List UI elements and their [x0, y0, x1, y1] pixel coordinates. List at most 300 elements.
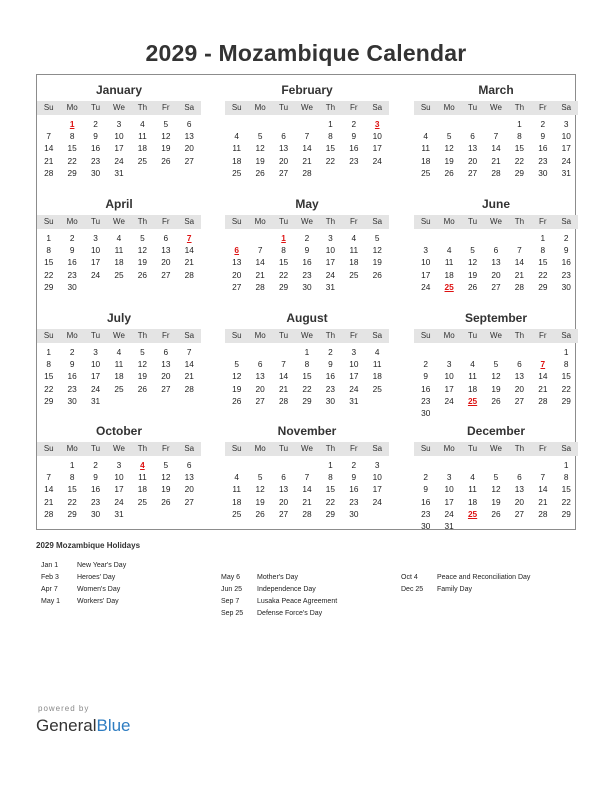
weekday-label: Tu: [279, 217, 289, 226]
day-cell: 6: [186, 460, 192, 470]
weekday-label: Th: [137, 103, 148, 112]
day-cell: 23: [325, 383, 336, 394]
day-cell: 4: [470, 359, 475, 370]
month-name: March: [478, 83, 514, 97]
day-cell: 18: [421, 155, 431, 166]
day-cell: 29: [44, 395, 54, 406]
empty-cell: [484, 346, 507, 358]
days-grid: [37, 459, 201, 520]
empty-cell: [295, 118, 318, 130]
day-cell: 4: [140, 119, 145, 129]
holiday-name: Defense Force's Day: [257, 610, 323, 617]
day-cell: 21: [302, 155, 312, 166]
holiday-name: New Year's Day: [77, 562, 127, 569]
day-cell: 4: [374, 347, 380, 357]
day-cell: 19: [255, 155, 265, 166]
day-cell: 25: [114, 269, 124, 280]
day-cell: 6: [281, 472, 286, 483]
day-cell: 15: [514, 143, 525, 154]
empty-cell: [461, 346, 484, 358]
empty-cell: [461, 118, 484, 130]
day-cell: 8: [517, 131, 522, 142]
day-cell: 28: [184, 269, 194, 280]
day-cell: 22: [302, 383, 312, 394]
weekday-label: Sa: [372, 444, 383, 453]
day-cell: 21: [491, 155, 501, 166]
empty-cell: [437, 118, 460, 130]
days-grid: [225, 118, 389, 179]
day-cell: 13: [184, 131, 194, 142]
holiday-day-cell: 7: [186, 233, 192, 243]
empty-cell: [225, 118, 248, 130]
weekday-label: Th: [325, 444, 336, 453]
weekday-header: [414, 442, 578, 456]
day-cell: 27: [184, 496, 194, 507]
day-cell: 14: [538, 484, 548, 495]
day-cell: 22: [44, 269, 54, 280]
weekday-header: [37, 442, 201, 456]
generalblue-logo[interactable]: [36, 716, 131, 736]
day-cell: 10: [372, 131, 382, 142]
day-cell: 14: [491, 143, 501, 154]
day-cell: 16: [421, 496, 431, 507]
day-cell: 24: [372, 155, 382, 166]
day-cell: 18: [467, 383, 478, 394]
day-cell: 22: [561, 496, 571, 507]
weekday-label: Tu: [91, 331, 101, 340]
day-cell: 29: [67, 167, 77, 178]
day-cell: 21: [184, 257, 194, 268]
days-grid: [225, 346, 389, 407]
weekday-label: Th: [325, 217, 336, 226]
day-cell: 23: [67, 269, 77, 280]
day-cell: 15: [561, 484, 571, 495]
day-cell: 14: [514, 257, 525, 268]
empty-cell: [508, 346, 531, 358]
day-cell: 14: [538, 371, 548, 382]
weekday-label: Su: [231, 217, 242, 226]
weekday-label: We: [301, 331, 313, 340]
weekday-label: Sa: [184, 444, 195, 453]
weekday-label: Mo: [443, 331, 455, 340]
day-cell: 30: [421, 407, 431, 418]
day-cell: 18: [137, 484, 148, 495]
day-cell: 5: [470, 245, 475, 256]
day-cell: 28: [44, 167, 54, 178]
day-cell: 26: [372, 269, 382, 280]
day-cell: 28: [255, 281, 265, 292]
day-cell: 20: [491, 269, 501, 280]
month-name: November: [277, 424, 337, 438]
day-cell: 7: [257, 245, 263, 256]
day-cell: 29: [67, 508, 77, 519]
weekday-label: We: [301, 444, 313, 453]
empty-cell: [248, 459, 271, 471]
day-cell: 2: [69, 347, 75, 357]
day-cell: 24: [561, 155, 571, 166]
weekday-label: We: [490, 444, 502, 453]
day-cell: 13: [232, 257, 242, 268]
month-may: [225, 197, 389, 293]
day-cell: 30: [421, 520, 431, 531]
day-cell: 4: [116, 233, 122, 243]
day-cell: 24: [114, 155, 124, 166]
month-name: June: [481, 197, 510, 211]
month-name: May: [295, 197, 319, 211]
day-cell: 1: [517, 119, 522, 129]
day-cell: 6: [186, 119, 192, 129]
day-cell: 30: [67, 395, 77, 406]
day-cell: 28: [514, 281, 525, 292]
day-cell: 13: [184, 472, 194, 483]
day-cell: 21: [538, 383, 548, 394]
day-cell: 21: [302, 496, 312, 507]
day-cell: 1: [304, 347, 310, 357]
day-cell: 2: [69, 233, 75, 243]
day-cell: 2: [304, 233, 310, 243]
weekday-label: Su: [43, 331, 54, 340]
day-cell: 26: [137, 383, 148, 394]
day-cell: 29: [325, 508, 336, 519]
day-cell: 7: [186, 347, 192, 357]
day-cell: 21: [538, 496, 548, 507]
month-december: [414, 424, 578, 532]
day-cell: 12: [137, 359, 148, 370]
holiday-name: Independence Day: [257, 586, 316, 593]
holiday-date: Jun 25: [221, 586, 243, 593]
empty-cell: [225, 459, 248, 471]
day-cell: 11: [114, 245, 124, 256]
day-cell: 13: [161, 245, 171, 256]
holiday-item: [41, 560, 126, 572]
day-cell: 15: [325, 143, 336, 154]
day-cell: 12: [137, 245, 148, 256]
month-name: February: [281, 83, 333, 97]
day-cell: 18: [232, 155, 242, 166]
day-cell: 28: [184, 383, 194, 394]
weekday-label: Fr: [539, 103, 547, 112]
day-cell: 2: [93, 119, 98, 129]
day-cell: 12: [255, 484, 265, 495]
weekday-label: We: [301, 103, 313, 112]
day-cell: 21: [514, 269, 525, 280]
day-cell: 11: [421, 143, 431, 154]
weekday-label: Tu: [468, 444, 478, 453]
weekday-label: Sa: [561, 103, 572, 112]
day-cell: 26: [161, 496, 171, 507]
empty-cell: [37, 459, 60, 471]
holiday-item: [221, 596, 337, 608]
day-cell: 21: [44, 496, 54, 507]
weekday-label: Sa: [184, 103, 195, 112]
day-cell: 21: [255, 269, 265, 280]
weekday-label: Fr: [350, 444, 358, 453]
day-cell: 27: [232, 281, 242, 292]
day-cell: 19: [444, 155, 454, 166]
month-july: [37, 311, 201, 407]
day-cell: 14: [255, 257, 265, 268]
holiday-name: Heroes' Day: [77, 574, 116, 581]
day-cell: 15: [325, 484, 336, 495]
day-cell: 5: [493, 359, 499, 370]
day-cell: 18: [114, 257, 124, 268]
day-cell: 30: [561, 281, 571, 292]
day-cell: 27: [161, 383, 171, 394]
day-cell: 5: [493, 472, 499, 483]
day-cell: 11: [468, 371, 477, 382]
day-cell: 9: [93, 472, 98, 483]
day-cell: 7: [281, 359, 286, 370]
weekday-label: Sa: [561, 331, 572, 340]
day-cell: 16: [302, 257, 312, 268]
day-cell: 15: [44, 257, 54, 268]
day-cell: 29: [538, 281, 548, 292]
day-cell: 7: [493, 131, 499, 142]
day-cell: 3: [423, 245, 429, 256]
weekday-label: Mo: [443, 217, 455, 226]
weekday-label: Tu: [468, 331, 478, 340]
holiday-date: Apr 7: [41, 586, 58, 593]
day-cell: 20: [161, 371, 171, 382]
weekday-label: Tu: [279, 103, 289, 112]
day-cell: 10: [114, 472, 124, 483]
weekday-label: Th: [514, 444, 525, 453]
day-cell: 19: [232, 383, 242, 394]
day-cell: 31: [90, 395, 101, 406]
day-cell: 22: [325, 155, 336, 166]
day-cell: 17: [90, 257, 101, 268]
day-cell: 12: [372, 245, 382, 256]
day-cell: 31: [114, 508, 124, 519]
weekday-header: [37, 101, 201, 115]
days-grid: [225, 232, 389, 293]
holiday-day-cell: 1: [281, 233, 286, 243]
day-cell: 16: [421, 383, 431, 394]
day-cell: 15: [278, 257, 289, 268]
day-cell: 27: [184, 155, 194, 166]
holiday-item: [221, 608, 337, 620]
day-cell: 22: [44, 383, 54, 394]
month-february: [225, 83, 389, 179]
day-cell: 9: [93, 131, 98, 142]
day-cell: 17: [372, 143, 382, 154]
holiday-date: Jan 1: [41, 562, 59, 569]
empty-cell: [508, 459, 531, 471]
day-cell: 16: [67, 371, 77, 382]
day-cell: 10: [421, 257, 431, 268]
weekday-header: [414, 215, 578, 229]
day-cell: 1: [328, 119, 333, 129]
day-cell: 4: [234, 472, 240, 483]
day-cell: 25: [137, 155, 148, 166]
day-cell: 12: [491, 371, 501, 382]
empty-cell: [225, 346, 248, 358]
days-grid: [37, 118, 201, 179]
weekday-label: Mo: [66, 103, 78, 112]
weekday-label: Mo: [254, 444, 266, 453]
weekday-label: Su: [231, 331, 242, 340]
day-cell: 16: [349, 143, 359, 154]
day-cell: 31: [349, 395, 359, 406]
day-cell: 22: [561, 383, 571, 394]
day-cell: 7: [46, 131, 52, 142]
day-cell: 9: [69, 359, 75, 370]
day-cell: 25: [421, 167, 431, 178]
day-cell: 15: [67, 143, 77, 154]
weekday-label: Su: [43, 217, 54, 226]
day-cell: 29: [278, 281, 289, 292]
day-cell: 27: [278, 167, 289, 178]
day-cell: 18: [114, 371, 124, 382]
holiday-name: Peace and Reconciliation Day: [437, 574, 531, 581]
day-cell: 29: [561, 395, 571, 406]
weekday-label: Fr: [539, 444, 547, 453]
brand-part2: Blue: [96, 716, 131, 735]
day-cell: 31: [444, 520, 454, 531]
empty-cell: [248, 118, 271, 130]
day-cell: 2: [328, 347, 333, 357]
day-cell: 8: [328, 472, 333, 483]
day-cell: 19: [161, 484, 171, 495]
day-cell: 21: [44, 155, 54, 166]
weekday-header: [225, 329, 389, 343]
day-cell: 17: [90, 371, 101, 382]
day-cell: 13: [278, 143, 289, 154]
holiday-date: May 1: [41, 598, 61, 605]
empty-cell: [248, 232, 271, 244]
weekday-label: Sa: [372, 217, 383, 226]
day-cell: 17: [444, 496, 454, 507]
day-cell: 15: [561, 371, 571, 382]
holiday-item: [41, 596, 126, 608]
day-cell: 21: [184, 371, 194, 382]
holiday-item: [41, 572, 126, 584]
weekday-label: Fr: [539, 217, 547, 226]
day-cell: 6: [163, 233, 169, 243]
day-cell: 3: [93, 233, 98, 243]
day-cell: 1: [46, 233, 52, 243]
day-cell: 6: [257, 359, 263, 370]
day-cell: 31: [561, 167, 571, 178]
day-cell: 2: [540, 119, 546, 129]
day-cell: 18: [444, 269, 454, 280]
day-cell: 9: [540, 131, 546, 142]
day-cell: 19: [137, 371, 148, 382]
day-cell: 16: [561, 257, 571, 268]
day-cell: 7: [304, 472, 310, 483]
day-cell: 26: [255, 508, 265, 519]
day-cell: 13: [278, 484, 289, 495]
empty-cell: [414, 118, 437, 130]
day-cell: 24: [90, 269, 101, 280]
day-cell: 22: [67, 155, 77, 166]
day-cell: 31: [325, 281, 336, 292]
empty-cell: [531, 346, 554, 358]
holiday-name: Workers' Day: [77, 598, 119, 605]
day-cell: 22: [514, 155, 525, 166]
holiday-day-cell: 3: [374, 119, 380, 129]
day-cell: 14: [302, 484, 312, 495]
day-cell: 30: [349, 508, 359, 519]
day-cell: 15: [538, 257, 548, 268]
day-cell: 11: [114, 359, 124, 370]
day-cell: 9: [69, 245, 75, 256]
day-cell: 4: [423, 131, 429, 142]
days-grid: [414, 346, 578, 419]
day-cell: 14: [184, 359, 194, 370]
day-cell: 10: [372, 472, 382, 483]
day-cell: 28: [538, 508, 548, 519]
day-cell: 10: [90, 245, 101, 256]
day-cell: 5: [446, 131, 452, 142]
day-cell: 16: [90, 143, 101, 154]
day-cell: 28: [44, 508, 54, 519]
days-grid: [414, 459, 578, 532]
day-cell: 23: [90, 155, 101, 166]
day-cell: 30: [67, 281, 77, 292]
day-cell: 1: [46, 347, 52, 357]
day-cell: 27: [278, 508, 289, 519]
day-cell: 24: [444, 395, 454, 406]
day-cell: 2: [93, 460, 98, 470]
day-cell: 25: [137, 496, 148, 507]
day-cell: 2: [351, 119, 357, 129]
day-cell: 15: [302, 371, 312, 382]
weekday-label: Sa: [561, 217, 572, 226]
empty-cell: [484, 459, 507, 471]
empty-cell: [272, 459, 295, 471]
empty-cell: [437, 232, 460, 244]
day-cell: 16: [349, 484, 359, 495]
brand-part1: General: [36, 716, 97, 735]
day-cell: 26: [491, 508, 501, 519]
weekday-label: We: [301, 217, 313, 226]
month-name: August: [286, 311, 328, 325]
day-cell: 23: [421, 508, 431, 519]
month-name: April: [105, 197, 133, 211]
day-cell: 13: [491, 257, 501, 268]
day-cell: 10: [444, 484, 454, 495]
holiday-day-cell: 25: [467, 395, 478, 406]
day-cell: 29: [44, 281, 54, 292]
day-cell: 6: [470, 131, 475, 142]
weekday-label: Su: [231, 444, 242, 453]
empty-cell: [272, 118, 295, 130]
day-cell: 5: [163, 119, 169, 129]
weekday-label: Fr: [350, 217, 358, 226]
day-cell: 19: [491, 496, 501, 507]
day-cell: 16: [90, 484, 101, 495]
day-cell: 8: [304, 359, 310, 370]
day-cell: 12: [467, 257, 478, 268]
weekday-label: Su: [420, 103, 431, 112]
day-cell: 18: [349, 257, 359, 268]
day-cell: 9: [328, 359, 333, 370]
empty-cell: [414, 459, 437, 471]
day-cell: 25: [232, 508, 242, 519]
day-cell: 11: [468, 484, 477, 495]
day-cell: 17: [421, 269, 431, 280]
day-cell: 4: [351, 233, 357, 243]
day-cell: 24: [372, 496, 382, 507]
weekday-label: Fr: [162, 103, 170, 112]
day-cell: 26: [255, 167, 265, 178]
day-cell: 11: [232, 143, 242, 154]
holiday-name: Women's Day: [77, 586, 121, 593]
day-cell: 7: [46, 472, 52, 483]
weekday-label: Mo: [443, 103, 455, 112]
empty-cell: [484, 232, 507, 244]
